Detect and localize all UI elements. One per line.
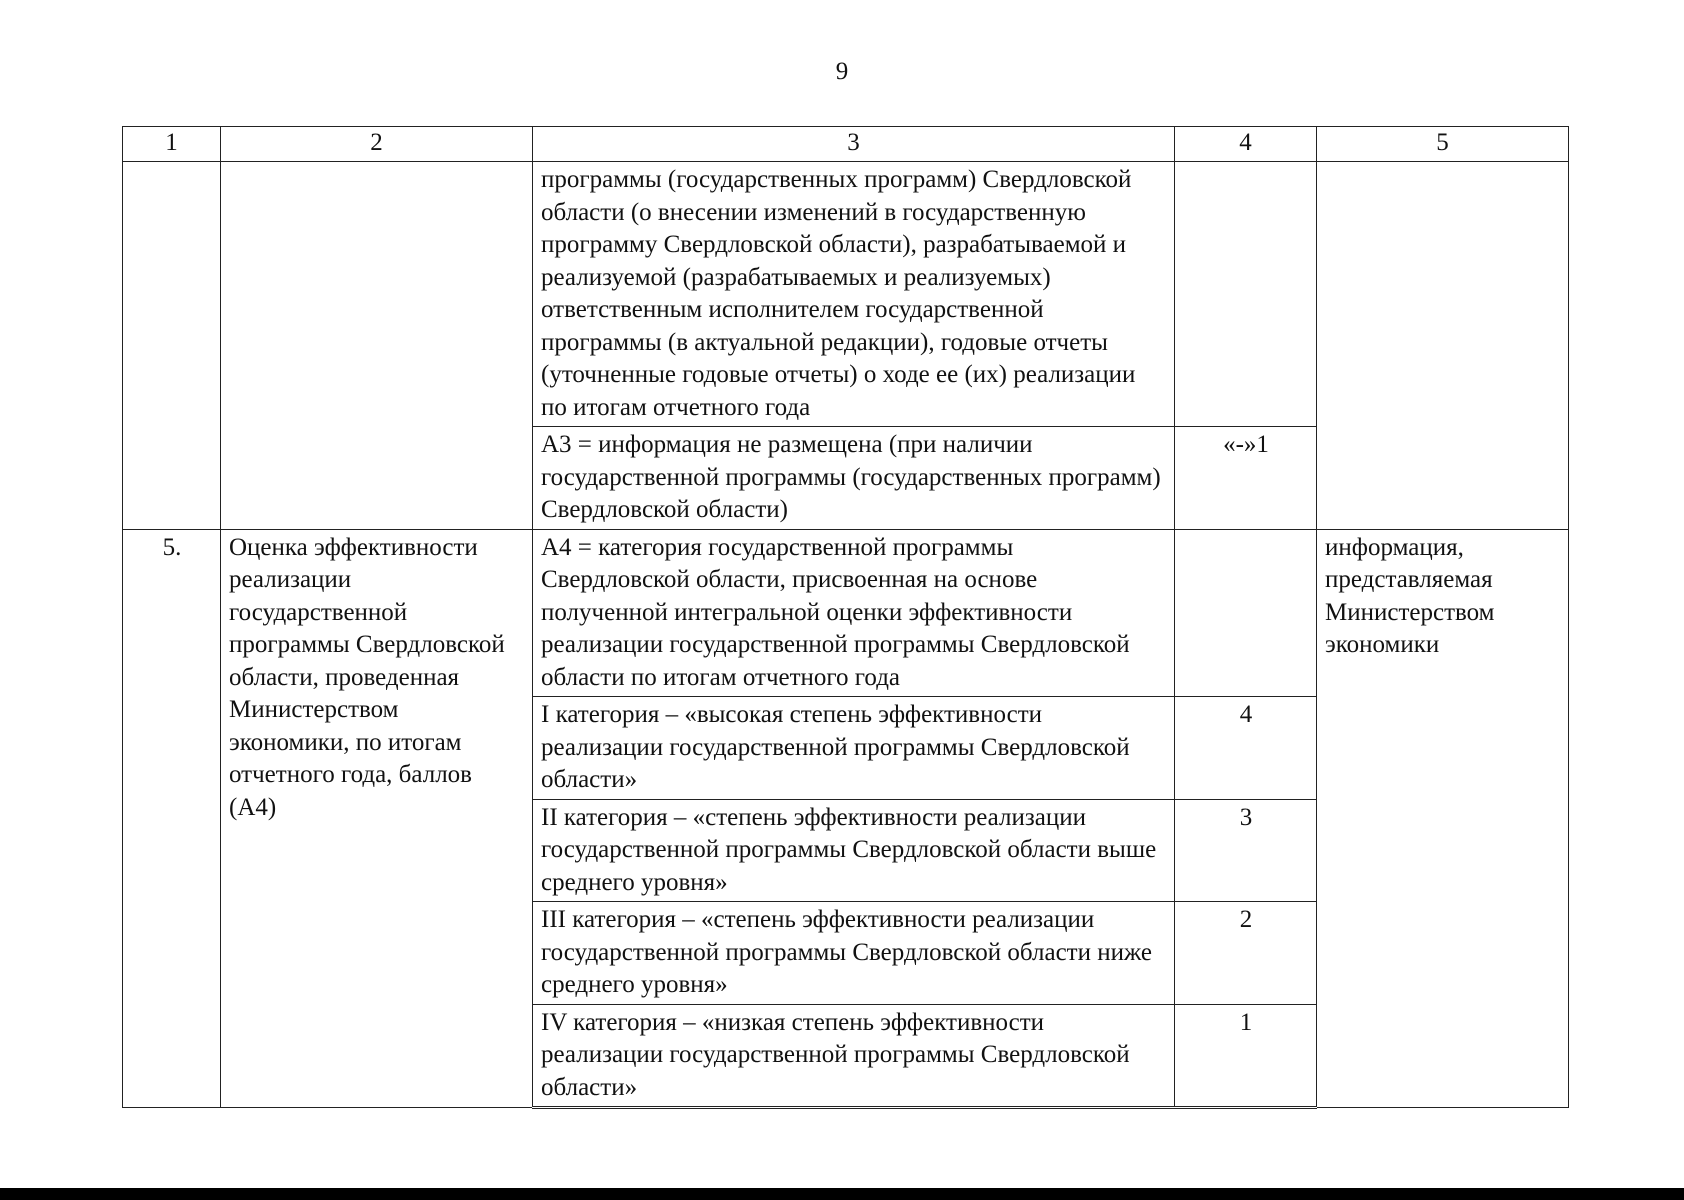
score-cell: 4	[1175, 697, 1317, 800]
cell-empty	[1317, 162, 1569, 530]
column-header: 2	[221, 127, 533, 162]
category-text-cell: I категория – «высокая степень эффективности реализации государственной программы Свердловской области»	[533, 697, 1175, 800]
category-text-cell: III категория – «степень эффективности реализации государственной программы Свердловской области ниже среднего уровня»	[533, 902, 1175, 1005]
table-row	[123, 162, 1569, 427]
scan-bottom-edge	[0, 1188, 1684, 1200]
criteria-table	[122, 126, 1569, 1109]
column-header: 1	[123, 127, 221, 162]
criteria-text-cell: программы (государственных программ) Свердловской области (о внесении изменений в государственную программу Свердловской области), разрабатываемой и реализуемой (разрабатываемых и реализуемых) ответственным исполнителем государственной программы (в актуальной редакции), годовые отчеты (уточненные годовые отчеты) о ходе ее (их) реализации по итогам отчетного года	[533, 162, 1175, 427]
score-cell	[1175, 162, 1317, 427]
a3-text-cell: А3 = информация не размещена (при наличии государственной программы (государственных программ) Свердловской области)	[533, 427, 1175, 530]
indicator-cell: Оценка эффективности реализации государственной программы Свердловской области, проведенная Министерством экономики, по итогам отчетного года, баллов (А4)	[221, 529, 533, 1108]
column-number-row	[123, 127, 1569, 162]
score-cell: «-»1	[1175, 427, 1317, 530]
page-number: 9	[835, 58, 849, 85]
category-text-cell: II категория – «степень эффективности реализации государственной программы Свердловской области выше среднего уровня»	[533, 799, 1175, 902]
category-text-cell: IV категория – «низкая степень эффективности реализации государственной программы Свердловской области»	[533, 1004, 1175, 1108]
score-cell: 1	[1175, 1004, 1317, 1108]
cell-empty	[123, 162, 221, 530]
column-header: 4	[1175, 127, 1317, 162]
score-cell: 2	[1175, 902, 1317, 1005]
a4-definition-cell: А4 = категория государственной программы Свердловской области, присвоенная на основе полученной интегральной оценки эффективности реализации государственной программы Свердловской области по итогам отчетного года	[533, 529, 1175, 697]
source-cell: информация, представляемая Министерством экономики	[1317, 529, 1569, 1108]
score-cell: 3	[1175, 799, 1317, 902]
cell-empty	[221, 162, 533, 530]
column-header: 3	[533, 127, 1175, 162]
row-number-cell: 5.	[123, 529, 221, 1108]
table-row	[123, 529, 1569, 697]
score-cell	[1175, 529, 1317, 697]
column-header: 5	[1317, 127, 1569, 162]
